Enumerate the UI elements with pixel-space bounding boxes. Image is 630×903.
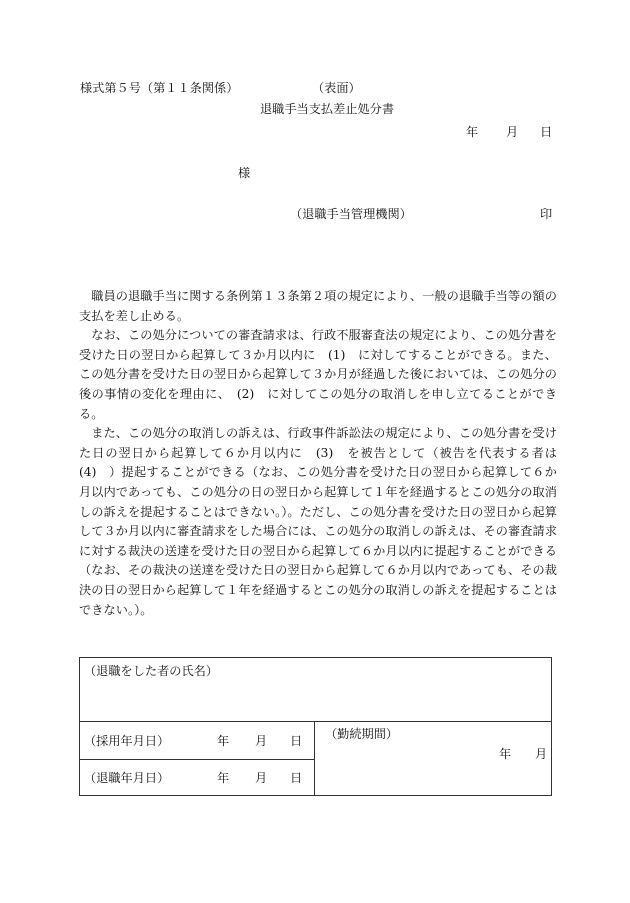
date-year: 年	[466, 125, 479, 139]
date-month: 月	[506, 125, 519, 139]
paragraph-3: また、この処分の取消しの訴えは、行政事件訴訟法の規定により、この処分書を受けた日の翌日から起算して６か月以内に (3) を被告として（被告を代表する者は (4) ）提起することができる（なお、この処分書を受けた日の翌日から起算して６か月以内であっても、この処分の日の翌日から起算して１年を経過するとこの処分の取消しの訴えを提起することはできない。）。ただし、この処分書を受けた日の翌日から起算して３か月以内に審査請求をした場合には、この処分の取消しの訴えは、その審査請求に対する裁決の送達を受けた日の翌日から起算して６か月以内に提起することができる（なお、その裁決の送達を受けた日の翌日から起算して６か月以内であっても、その裁決の日の翌日から起算して１年を経過するとこの処分の取消しの訴えを提起することはできない。）。	[79, 426, 570, 617]
document-title: 退職手当支払差止処分書	[260, 102, 395, 116]
service-months: 月	[535, 747, 548, 761]
paragraph-2: なお、この処分についての審査請求は、行政不服審査法の規定により、この処分書を受けた日の翌日から起算して３か月以内に (1) に対してすることができる。また、この処分書を受けた日の翌日から起算して３か月が経過した後においては、この処分の後の事情の変化を理由に、 (2) に対してこの処分の取消しを申し立てることができる。	[79, 328, 557, 421]
retire-day: 日	[290, 771, 303, 785]
retire-month: 月	[255, 771, 268, 785]
hire-month: 月	[255, 734, 268, 748]
employee-info-table	[79, 657, 552, 796]
seal-mark: 印	[540, 207, 553, 221]
retire-year: 年	[217, 771, 230, 785]
service-years: 年	[499, 747, 512, 761]
date-day: 日	[540, 125, 553, 139]
service-period-label: （勤続期間）	[325, 727, 399, 741]
recipient-honorific: 様	[238, 166, 251, 180]
hire-year: 年	[217, 734, 230, 748]
hire-date-label: （採用年月日）	[84, 734, 170, 748]
paragraph-1: 職員の退職手当に関する条例第１３条第２項の規定により、一般の退職手当等の額の支払を差し止める。	[79, 289, 557, 323]
name-label: （退職をした者の氏名）	[84, 664, 219, 678]
form-side-label: （表面）	[312, 81, 361, 95]
form-number: 様式第５号（第１１条関係）	[80, 81, 239, 95]
table-divider-vertical	[314, 721, 315, 795]
body-text	[79, 287, 570, 620]
retire-date-label: （退職年月日）	[84, 771, 170, 785]
table-divider-1	[80, 721, 551, 722]
table-divider-2	[80, 759, 314, 760]
hire-day: 日	[290, 734, 303, 748]
issuing-authority: （退職手当管理機関）	[290, 207, 412, 221]
